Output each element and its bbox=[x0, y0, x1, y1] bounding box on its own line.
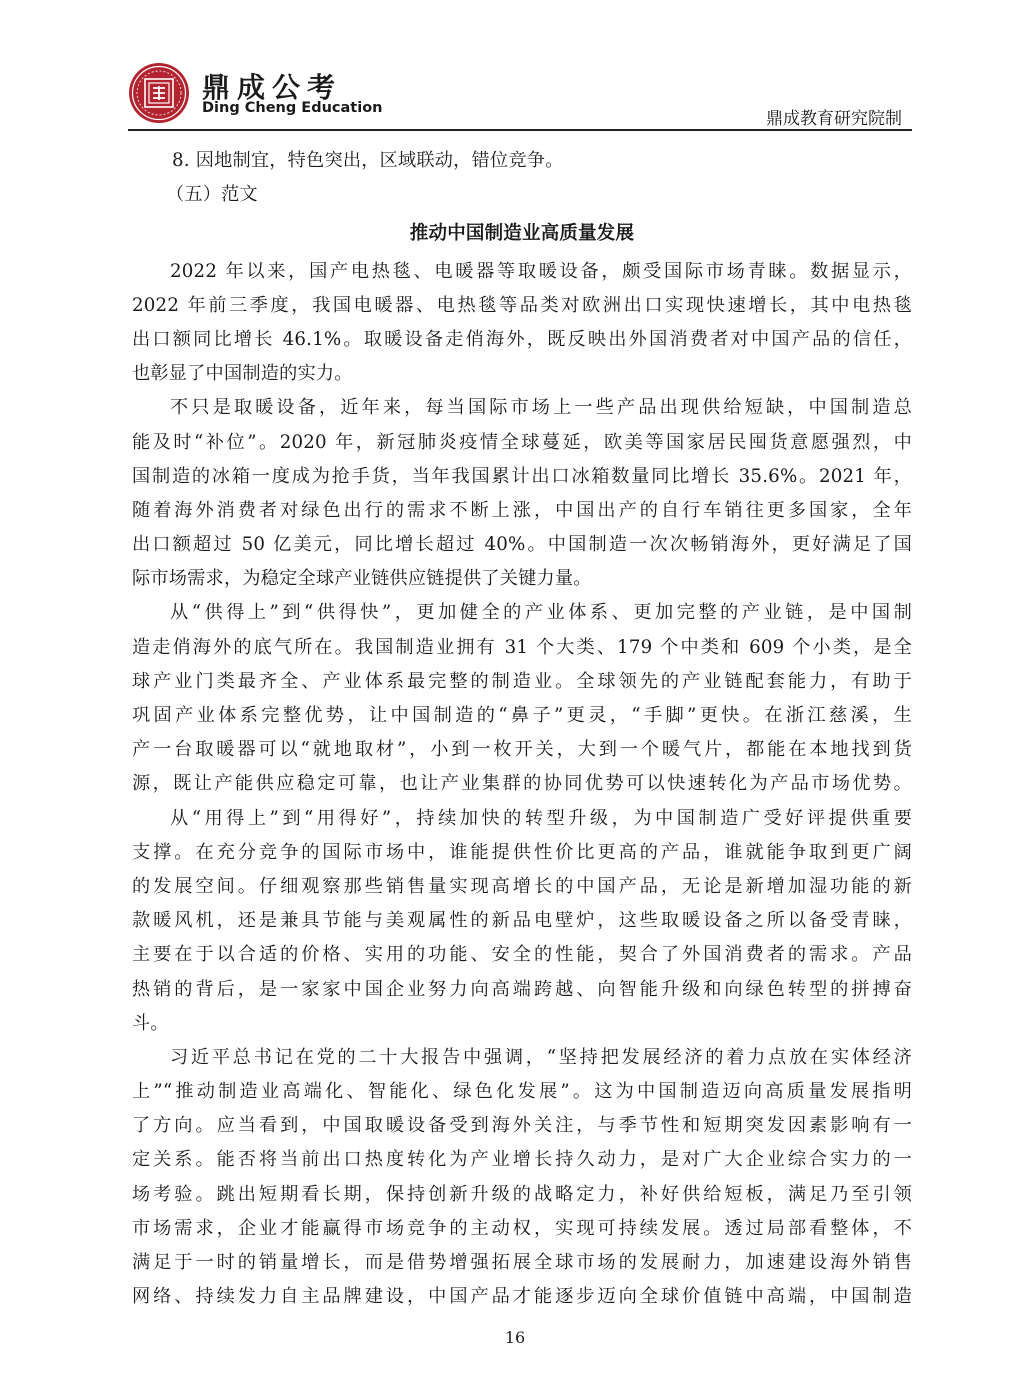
paragraph-line: 上”“推动制造业高端化、智能化、绿色化发展”。这为中国制造迈向高质量发展指明 bbox=[132, 1081, 912, 1103]
paragraph-line: 球产业门类最齐全、产业体系最完整的制造业。全球领先的产业链配套能力，有助于 bbox=[132, 670, 912, 692]
document-body bbox=[132, 144, 912, 1314]
paragraph-line: 产一台取暖器可以“就地取材”，小到一枚开关，大到一个暖气片，都能在本地找到货 bbox=[132, 739, 912, 761]
paragraph-line: 了方向。应当看到，中国取暖设备受到海外关注，与季节性和短期突发因素影响有一 bbox=[132, 1115, 912, 1137]
paragraph-line: 款暖风机，还是兼具节能与美观属性的新品电壁炉，这些取暖设备之所以备受青睐， bbox=[132, 910, 912, 932]
page-number: 16 bbox=[504, 1328, 526, 1347]
paragraph-line: 从“用得上”到“用得好”，持续加快的转型升级，为中国制造广受好评提供重要 bbox=[170, 807, 912, 829]
paragraph bbox=[132, 1041, 912, 1315]
paragraph-line: 支撑。在充分竞争的国际市场中，谁能提供性价比更高的产品，谁就能争取到更广阔 bbox=[132, 841, 912, 863]
paragraph-line: 随着海外消费者对绿色出行的需求不断上涨，中国出产的自行车销往更多国家，全年 bbox=[132, 499, 912, 521]
paragraph-line: 场考验。跳出短期看长期，保持创新升级的战略定力，补好供给短板，满足乃至引领 bbox=[132, 1183, 912, 1205]
paragraph-line: 满足于一时的销量增长，而是借势增强拓展全球市场的发展耐力，加速建设海外销售 bbox=[132, 1252, 912, 1273]
institute-label: 鼎成教育研究院制 bbox=[766, 109, 902, 129]
paragraph-line: 从“供得上”到“供得快”，更加健全的产业体系、更加完整的产业链，是中国制 bbox=[170, 602, 912, 624]
brand-name-chinese: 鼎成公考 bbox=[202, 71, 343, 104]
paragraph-line: 出口额同比增长 46.1%。取暖设备走俏海外，既反映出外国消费者对中国产品的信任， bbox=[132, 328, 912, 350]
paragraph-line: 定关系。能否将当前出口热度转化为产业增长持久动力，是对广大企业综合实力的一 bbox=[132, 1149, 912, 1171]
header-divider bbox=[128, 129, 912, 131]
paragraph-line: 能及时“补位”。2020 年，新冠肺炎疫情全球蔓延，欧美等国家居民囤货意愿强烈，中 bbox=[132, 431, 912, 453]
paragraph-line: 出口额超过 50 亿美元，同比增长超过 40%。中国制造一次次畅销海外，更好满足了国 bbox=[132, 534, 912, 556]
paragraph-line: 源，既让产能供应稳定可靠，也让产业集群的协同优势可以快速转化为产品市场优势。 bbox=[132, 773, 912, 795]
paragraph-line: 2022 年前三季度，我国电暖器、电热毯等品类对欧洲出口实现快速增长，其中电热毯 bbox=[132, 294, 912, 316]
paragraph-line: 网络、持续发力自主品牌建设，中国产品才能逐步迈向全球价值链中高端，中国制造 bbox=[132, 1286, 912, 1308]
paragraph bbox=[132, 802, 912, 1041]
paragraph-line: 不只是取暖设备，近年来，每当国际市场上一些产品出现供给短缺，中国制造总 bbox=[170, 397, 912, 419]
paragraph-line: 巩固产业体系完整优势，让中国制造的“鼻子”更灵，“手脚”更快。在浙江慈溪，生 bbox=[132, 705, 912, 726]
page-header bbox=[128, 62, 912, 130]
paragraph bbox=[132, 596, 912, 801]
logo-seal-icon bbox=[128, 62, 190, 124]
paragraph-line: 主要在于以合适的价格、实用的功能、安全的性能，契合了外国消费者的需求。产品 bbox=[132, 944, 912, 966]
paragraph-line: 的发展空间。仔细观察那些销售量实现高增长的中国产品，无论是新增加湿功能的新 bbox=[132, 875, 912, 897]
section-heading: （五）范文 bbox=[166, 184, 258, 206]
paragraph bbox=[132, 391, 912, 596]
list-item-8: 8. 因地制宜，特色突出，区域联动，错位竞争。 bbox=[172, 150, 564, 171]
paragraph-line: 市场需求，企业才能赢得市场竞争的主动权，实现可持续发展。透过局部看整体，不 bbox=[132, 1217, 912, 1239]
paragraph-line: 也彰显了中国制造的实力。 bbox=[132, 363, 353, 385]
paragraph-line: 际市场需求，为稳定全球产业链供应链提供了关键力量。 bbox=[132, 568, 592, 590]
paragraph-line: 造走俏海外的底气所在。我国制造业拥有 31 个大类、179 个中类和 609 个小类，是全 bbox=[132, 636, 912, 658]
paragraph bbox=[132, 255, 912, 392]
brand-name-english: Ding Cheng Education bbox=[202, 100, 383, 116]
paragraph-line: 2022 年以来，国产电热毯、电暖器等取暖设备，颇受国际市场青睐。数据显示， bbox=[170, 260, 912, 282]
paragraph-line: 斗。 bbox=[132, 1012, 169, 1034]
paragraph-line: 习近平总书记在党的二十大报告中强调，“坚持把发展经济的着力点放在实体经济 bbox=[170, 1046, 912, 1068]
article-title: 推动中国制造业高质量发展 bbox=[409, 223, 635, 245]
paragraph-line: 国制造的冰箱一度成为抢手货，当年我国累计出口冰箱数量同比增长 35.6%。2021 年， bbox=[132, 465, 912, 487]
paragraph-line: 热销的背后，是一家家中国企业努力向高端跨越、向智能升级和向绿色转型的拼搏奋 bbox=[132, 978, 912, 1000]
